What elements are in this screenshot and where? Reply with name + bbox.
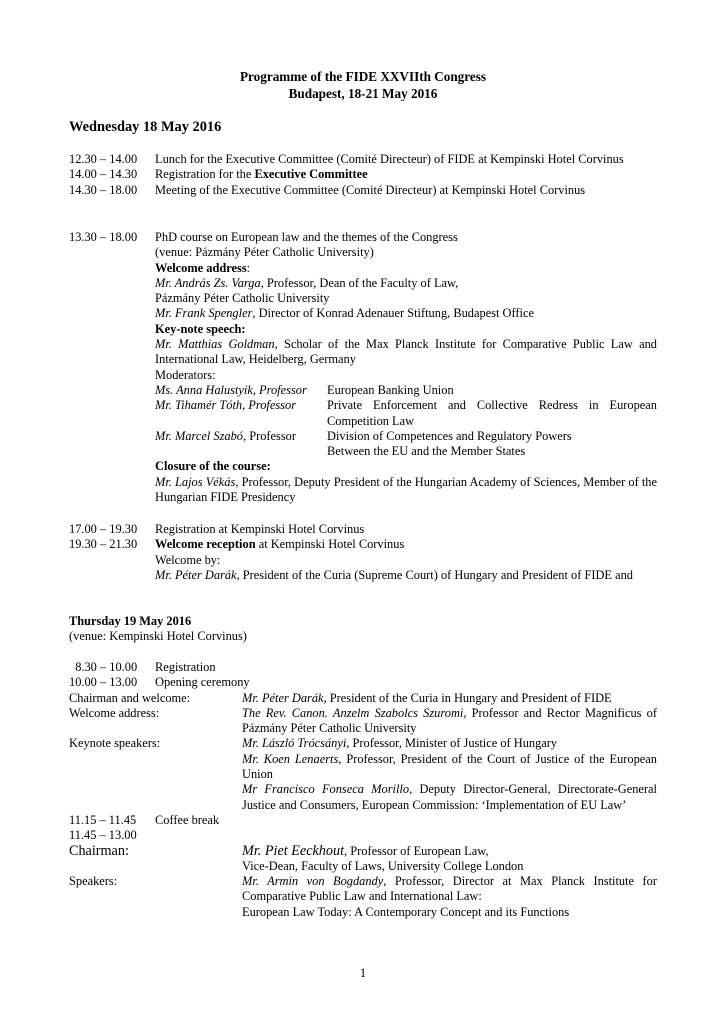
document-title [69, 68, 657, 102]
schedule-row [69, 537, 657, 583]
wednesday-exec-block [69, 152, 657, 198]
description: Lunch for the Executive Committee (Comité Directeur) of FIDE at Kempinski Hotel Corvinus [155, 152, 624, 166]
schedule-row [69, 152, 657, 167]
time: 14.00 – 14.30 [69, 167, 138, 182]
speaker-lenaerts: Mr. Koen Lenaerts, Professor, President of the Court of Justice of the European Union [242, 751, 657, 782]
speaker-trocsanyi: Mr. László Trócsányi, Professor, Minister of Justice of Hungary [242, 736, 558, 751]
speaker-goldman: Mr. Matthias Goldman, Scholar of the Max Planck Institute for Comparative Public Law and International Law, Heidelberg, Germany [155, 337, 657, 367]
moderator-topic: European Banking Union [327, 382, 454, 397]
speaker-varga: Mr. András Zs. Varga, Professor, Dean of the Faculty of Law, [155, 275, 459, 290]
speaker-fonseca: Mr Francisco Fonseca Morillo, Deputy Director-General, Directorate-General Justice and Consumers, European Commission: ‘Implementation of EU Law’ [242, 782, 657, 812]
speaker-eeckhout: Mr. Piet Eeckhout, Professor of European Law, [242, 842, 489, 859]
role-label: Welcome address: [69, 705, 160, 720]
schedule-row [69, 813, 657, 828]
thursday-venue: (venue: Kempinski Hotel Corvinus) [69, 629, 247, 644]
speaker-varga-affiliation: Pázmány Péter Catholic University [155, 291, 330, 306]
description: Registration [155, 660, 216, 674]
schedule-row [69, 675, 657, 690]
phd-course-block [69, 230, 657, 505]
wednesday-heading: Wednesday 18 May 2016 [69, 119, 222, 135]
schedule-row [69, 183, 657, 198]
phd-venue: (venue: Pázmány Péter Catholic University) [155, 245, 374, 260]
moderator-topic: Private Enforcement and Collective Redress in European Competition Law [327, 398, 657, 428]
moderator-row [155, 398, 657, 429]
speaker-bogdandy: Mr. Armin von Bogdandy, Professor, Director at Max Planck Institute for Comparative Public Law and International Law: [242, 874, 657, 904]
speaker-darak: Mr. Péter Darák, President of the Curia (Supreme Court) of Hungary and President of FIDE and [155, 567, 633, 582]
time: 13.30 – 18.00 [69, 230, 138, 244]
description: Opening ceremony [155, 675, 250, 690]
description: Welcome reception at Kempinski Hotel Corvinus Welcome by: Mr. Péter Darák, President of the Curia (Supreme Court) of Hungary and President of FIDE and [155, 537, 657, 583]
role-row [69, 844, 657, 875]
phd-title: PhD course on European law and the themes of the Congress [155, 230, 458, 244]
schedule-row [69, 167, 657, 182]
moderator-row [155, 429, 657, 460]
moderator-name: Mr. Marcel Szabó, Professor [155, 428, 296, 443]
role-label: Chairman: [69, 842, 129, 859]
role-row: Welcome address: The Rev. Canon. Anzelm Szabolcs Szuromi, Professor and Rector Magnificus of Pázmány Péter Catholic University [69, 705, 657, 736]
role-label: Keynote speakers: [69, 736, 161, 751]
time: 14.30 – 18.00 [69, 182, 138, 197]
moderator-topic: Division of Competences and Regulatory Powers Between the EU and the Member States [327, 428, 572, 459]
welcome-address-label: Welcome address: [155, 260, 251, 275]
time: 19.30 – 21.30 [69, 537, 138, 552]
moderator-name: Mr. Tihamér Tóth, Professor [155, 398, 297, 413]
speaker-eeckhout-affiliation: Vice-Dean, Faculty of Laws, University College London [242, 858, 524, 873]
speaker-spengler: Mr. Frank Spengler, Director of Konrad Adenauer Stiftung, Budapest Office [155, 306, 534, 321]
title-line-2: Budapest, 18-21 May 2016 [288, 86, 438, 101]
thursday-block [69, 660, 657, 920]
description: Registration for the Executive Committee [155, 167, 368, 182]
moderator-name: Ms. Anna Halustyik, Professor [155, 382, 307, 397]
moderators-label: Moderators: [155, 367, 216, 382]
role-label: Speakers: [69, 874, 118, 889]
title-line-1: Programme of the FIDE XXVIIth Congress [239, 69, 487, 84]
schedule-row [69, 660, 657, 675]
moderator-row [155, 383, 657, 398]
time: 11.45 – 13.00 [69, 828, 137, 843]
welcome-by-label: Welcome by: [155, 552, 221, 567]
page-number: 1 [359, 966, 367, 980]
schedule-row [69, 828, 657, 843]
time: 8.30 – 10.00 [69, 660, 138, 674]
document-page [69, 0, 657, 1024]
time: 10.00 – 13.00 [69, 675, 138, 690]
schedule-row [69, 522, 657, 537]
role-row: Chairman and welcome: Mr. Péter Darák, President of the Curia in Hungary and President of FIDE [69, 690, 612, 705]
role-row [69, 736, 657, 812]
time: 17.00 – 19.30 [69, 522, 138, 536]
time: 11.15 – 11.45 [69, 812, 137, 827]
role-label: Chairman and welcome: [69, 690, 191, 705]
wednesday-evening-block [69, 522, 657, 583]
description: Registration at Kempinski Hotel Corvinus [155, 522, 365, 536]
description: Meeting of the Executive Committee (Comité Directeur) at Kempinski Hotel Corvinus [155, 182, 586, 197]
speaker-bogdandy-talk: European Law Today: A Contemporary Concept and its Functions [242, 904, 570, 919]
role-row [69, 874, 657, 920]
speaker-vekas: Mr. Lajos Vékás, Professor, Deputy President of the Hungarian Academy of Sciences, Member of the Hungarian FIDE Presidency [155, 474, 657, 505]
closure-label: Closure of the course: [155, 459, 271, 474]
time: 12.30 – 14.00 [69, 152, 138, 166]
description: Coffee break [155, 812, 220, 827]
keynote-label: Key-note speech: [155, 321, 246, 336]
thursday-heading: Thursday 19 May 2016 [69, 614, 192, 628]
thursday-header [69, 614, 657, 645]
